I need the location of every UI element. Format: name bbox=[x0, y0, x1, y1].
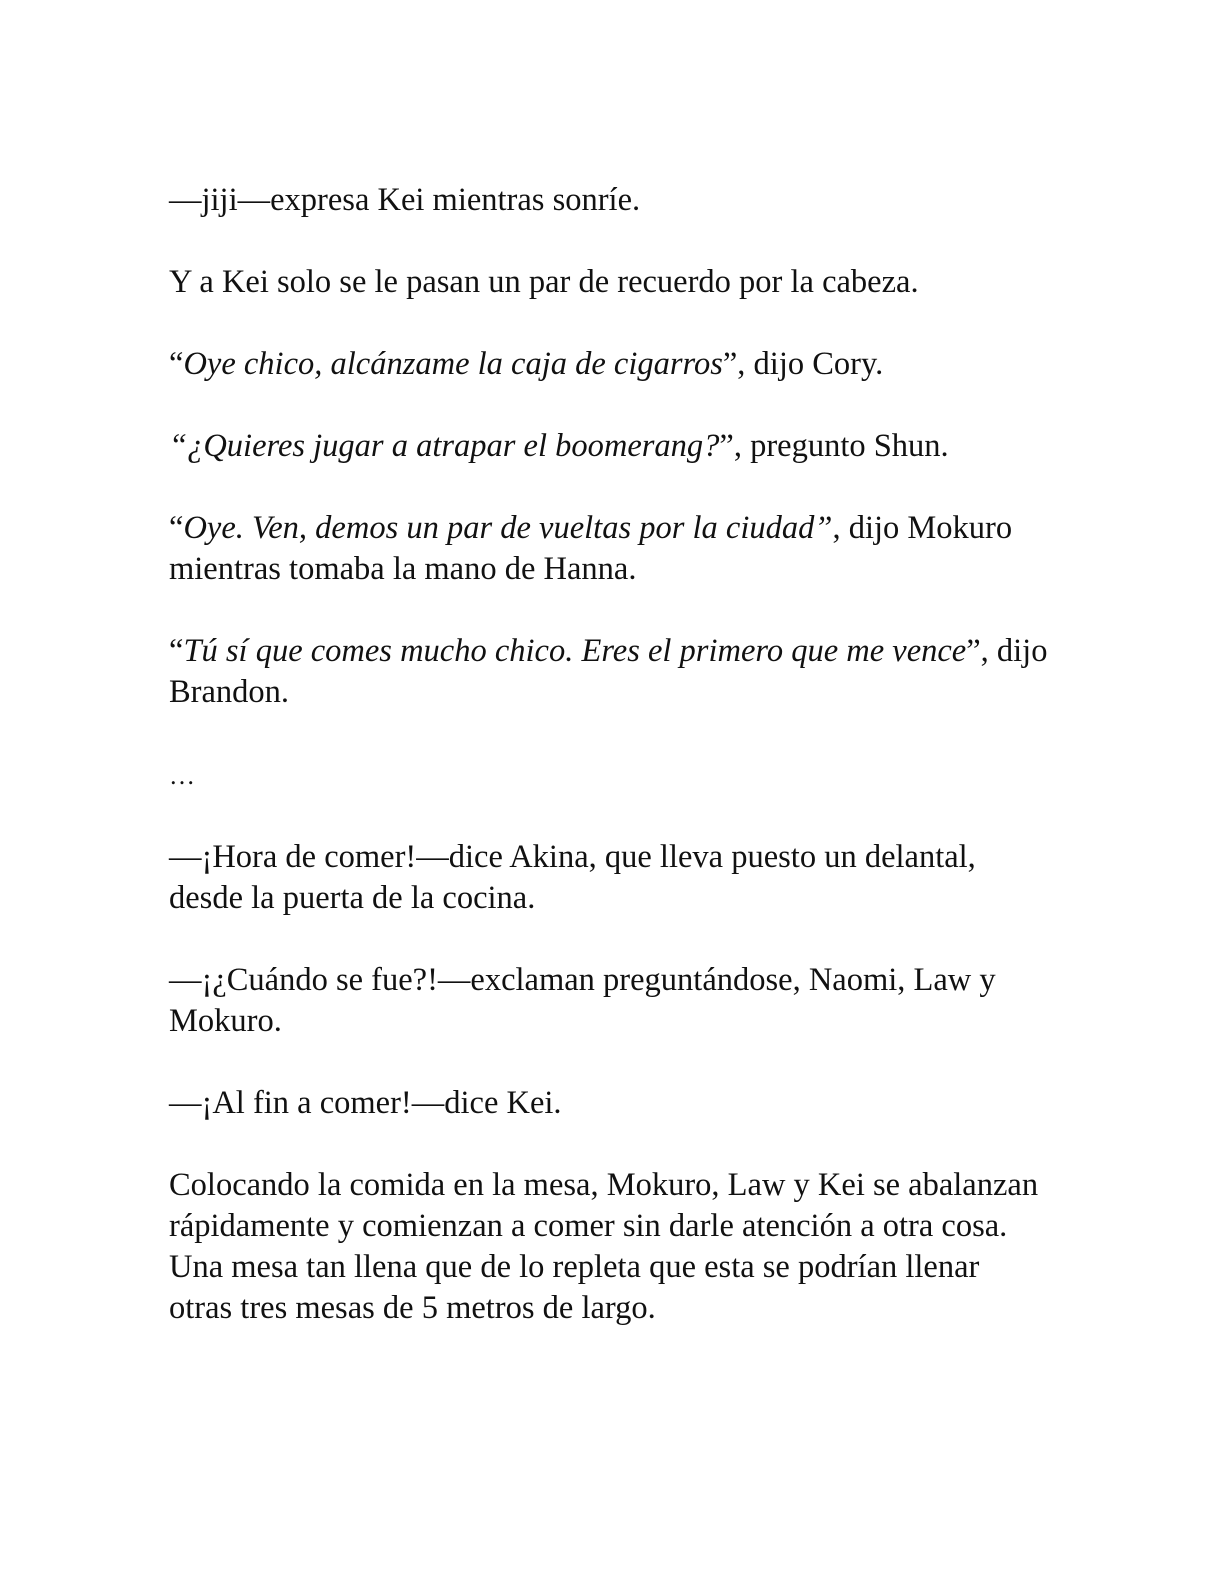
paragraph-brandon-quote bbox=[169, 631, 1049, 713]
paragraph-exclamation: —¡¿Cuándo se fue?!—exclaman preguntándose, Naomi, Law y Mokuro. bbox=[169, 962, 996, 1039]
quote-open: “ bbox=[169, 633, 184, 669]
ellipsis-text: … bbox=[169, 761, 196, 790]
quote-italic: Oye chico, alcánzame la caja de cigarros bbox=[183, 346, 723, 382]
paragraph-kei-smiles: —jiji—expresa Kei mientras sonríe. bbox=[169, 182, 641, 218]
quote-attribution: ”, dijo Brandon. bbox=[169, 633, 1048, 710]
quote-italic: Tú sí que comes mucho chico. Eres el primero que me vence bbox=[183, 633, 967, 669]
paragraph-mokuro-quote bbox=[169, 508, 1049, 590]
quote-open: “ bbox=[169, 346, 184, 382]
paragraph-kei-eat: —¡Al fin a comer!—dice Kei. bbox=[169, 1085, 562, 1121]
scene-break-ellipsis bbox=[169, 754, 1049, 796]
quote-italic: Oye. Ven, demos un par de vueltas por la ciudad” bbox=[183, 510, 833, 546]
quote-italic: “¿Quieres jugar a atrapar el boomerang? bbox=[169, 428, 720, 464]
paragraph-akina-call: —¡Hora de comer!—dice Akina, que lleva puesto un delantal, desde la puerta de la cocina. bbox=[169, 839, 976, 916]
paragraph-cory-quote bbox=[169, 344, 1049, 385]
quote-attribution: ”, pregunto Shun. bbox=[719, 428, 949, 464]
quote-attribution: ”, dijo Cory. bbox=[722, 346, 884, 382]
paragraph-shun-quote bbox=[169, 426, 1049, 467]
quote-attribution: , dijo Mokuro mientras tomaba la mano de Hanna. bbox=[169, 510, 1013, 587]
paragraph-table-food: Colocando la comida en la mesa, Mokuro, Law y Kei se abalanzan rápidamente y comienzan a comer sin darle atención a otra cosa. Una mesa tan llena que de lo repleta que esta se podrían llenar otras tres mesas de 5 metros de largo. bbox=[169, 1167, 1039, 1326]
page-body bbox=[169, 180, 1049, 1370]
quote-open: “ bbox=[169, 510, 184, 546]
paragraph-memories: Y a Kei solo se le pasan un par de recuerdo por la cabeza. bbox=[169, 264, 919, 300]
